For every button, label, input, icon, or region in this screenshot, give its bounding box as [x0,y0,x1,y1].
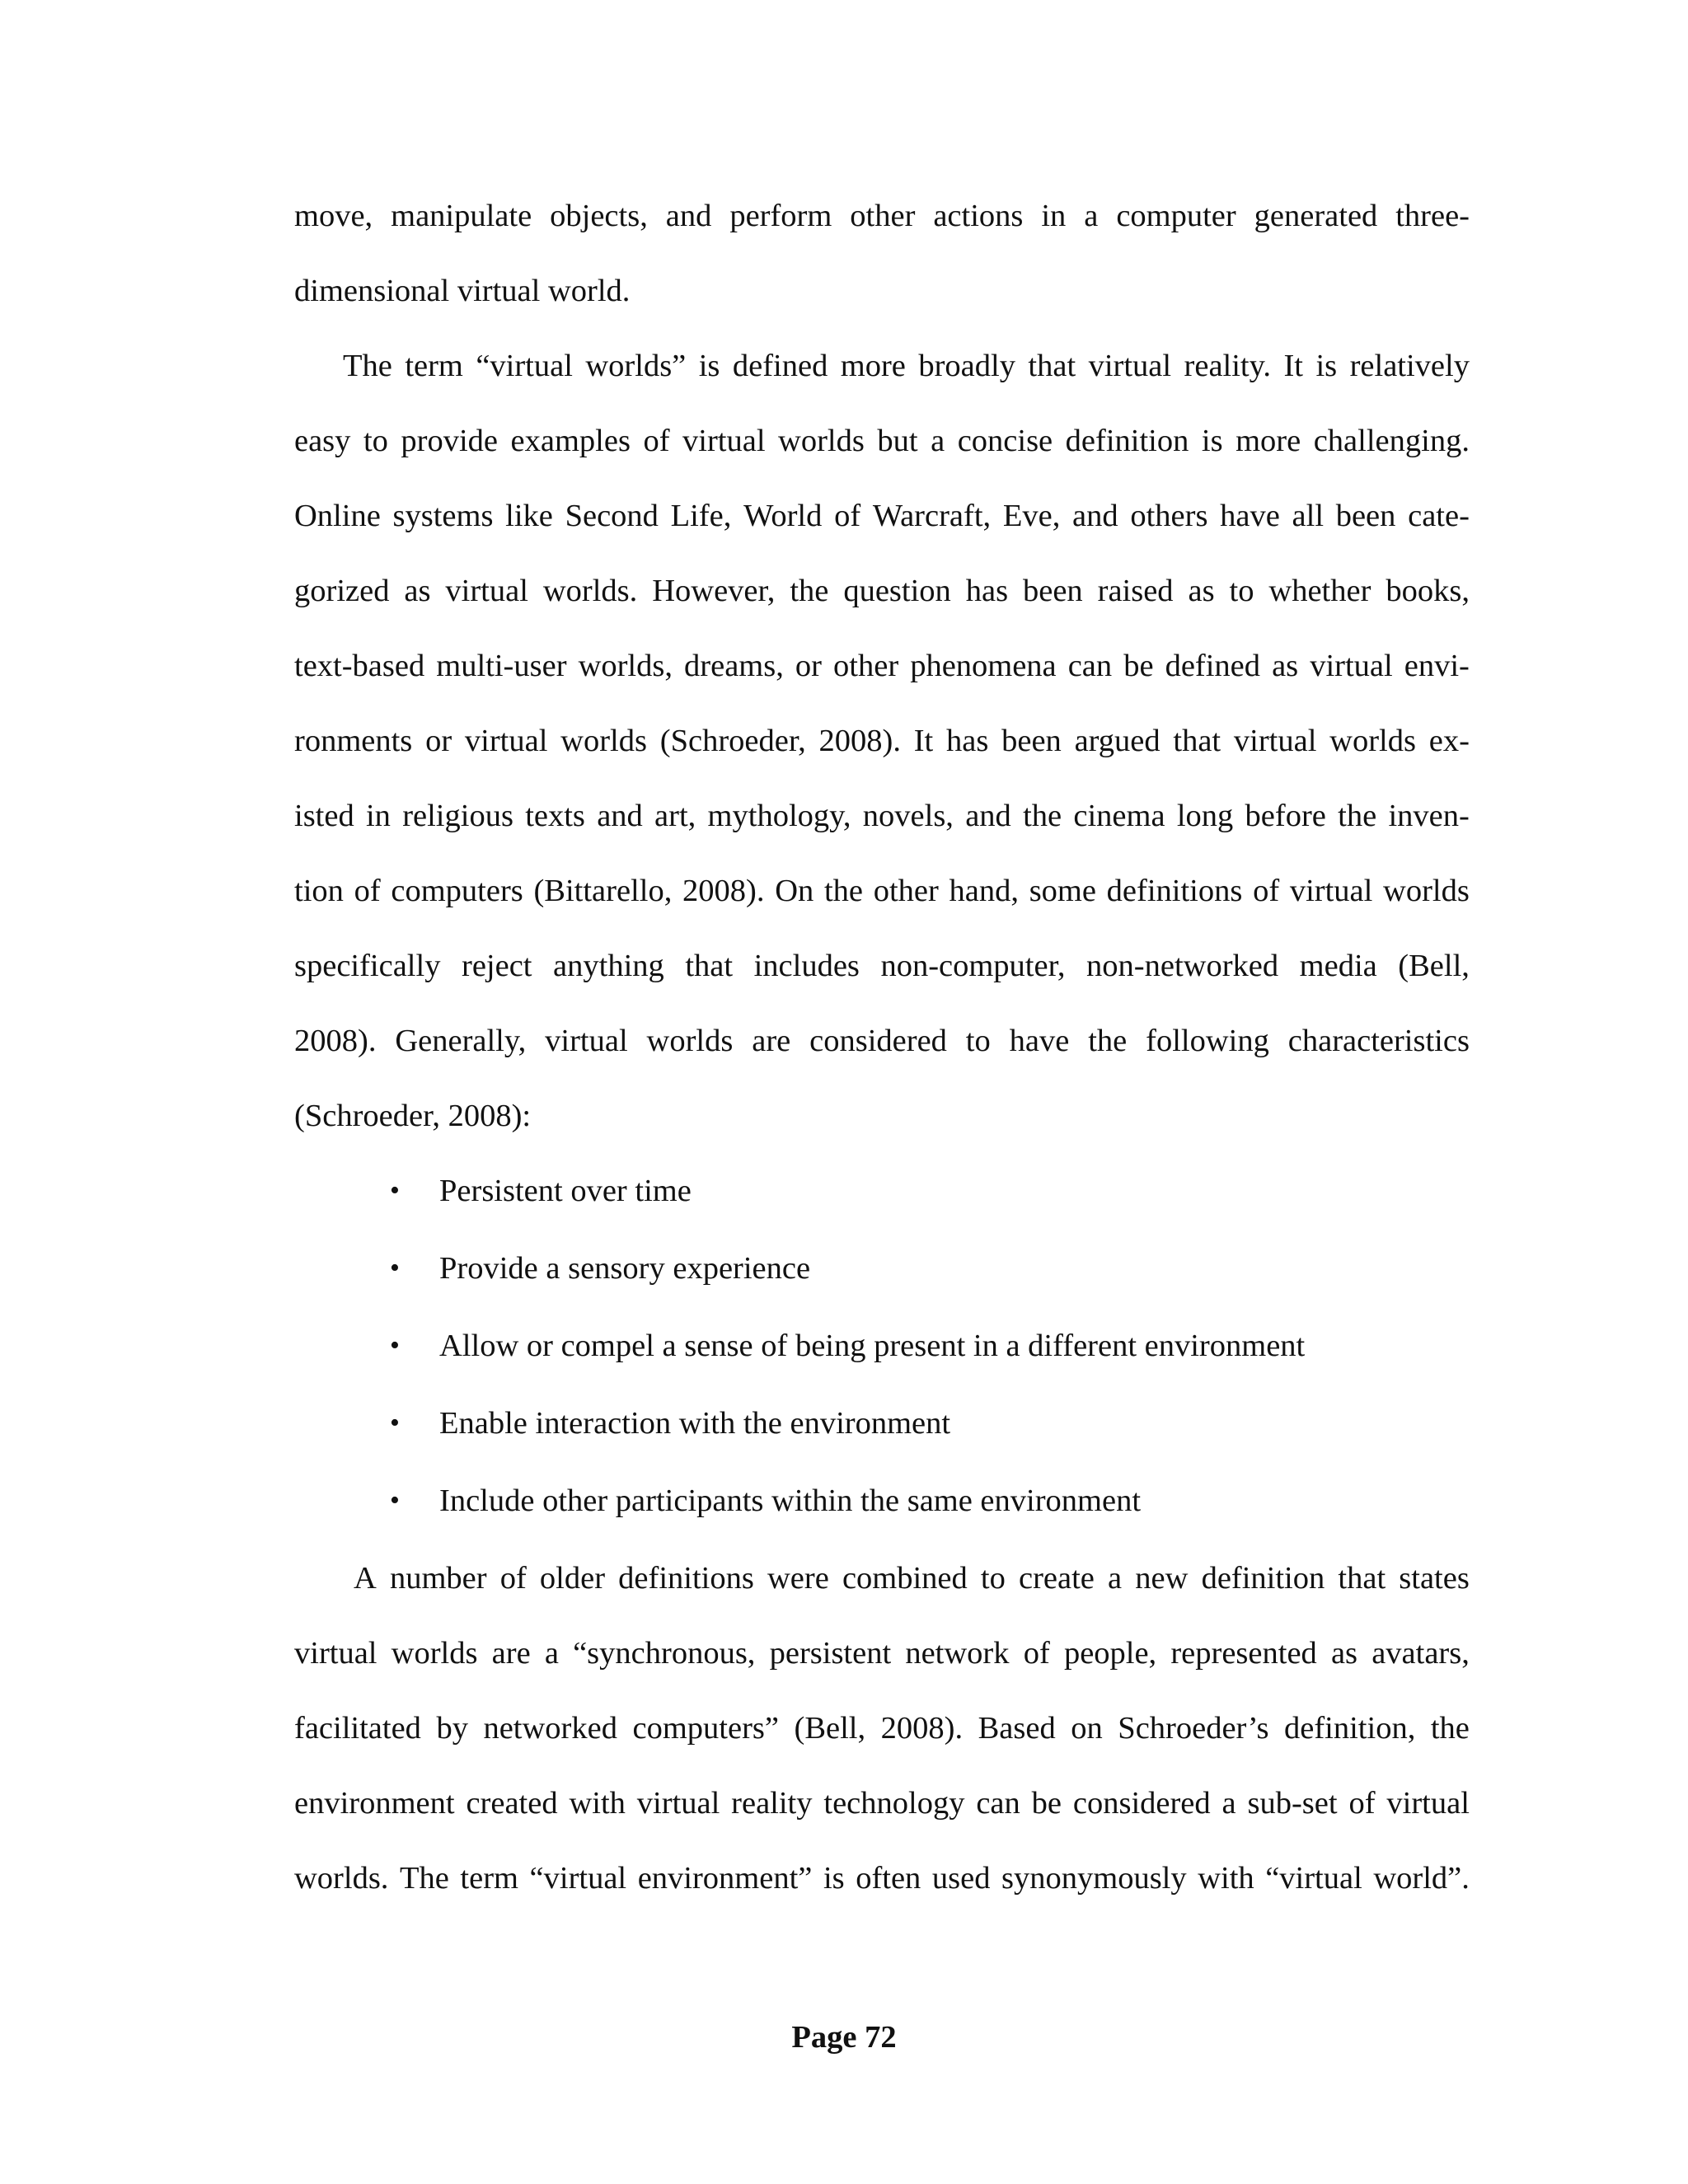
list-item [294,1166,1470,1244]
word: definition [1201,1561,1325,1596]
word: systems [392,499,494,533]
text-line [294,866,1470,941]
text-line [294,1779,1470,1854]
text-line [294,1554,1470,1629]
bullet-icon: • [390,1485,400,1516]
word: other [833,649,899,683]
word: often [856,1861,921,1896]
paragraph-block [294,191,1470,1166]
word: number [389,1561,487,1596]
word: worlds. [542,574,638,608]
word: mythology, [707,799,851,833]
text-line [294,266,1470,341]
word: that [1338,1561,1386,1596]
word: provide [401,424,499,458]
word: has [946,724,989,758]
word: with [1198,1861,1254,1896]
word: technology [823,1786,965,1821]
word: term [460,1861,518,1896]
word: as [1330,1636,1358,1671]
word: have [1009,1024,1070,1058]
word: some [1029,874,1096,908]
word: reject [462,949,532,983]
word: has [965,574,1009,608]
word: the [823,874,863,908]
word: definition [1065,424,1189,458]
word: on [1071,1711,1103,1746]
word: can [1067,649,1113,683]
word: can [976,1786,1020,1821]
word: or [795,649,822,683]
text-line [294,791,1470,866]
word: more [1236,424,1301,458]
word: term [405,349,463,383]
word: the [1023,799,1062,833]
word: facilitated [294,1711,421,1746]
word: in [365,799,391,833]
word: (Schroeder, [659,724,806,758]
characteristics-list [294,1166,1470,1554]
word: examples [510,424,631,458]
text-line [294,416,1470,491]
word: of [834,499,861,533]
word: question [843,574,951,608]
text-line [294,566,1470,641]
word: argued [1074,724,1160,758]
word: worlds [1329,724,1416,758]
word: includes [753,949,860,983]
word: of [1253,874,1280,908]
word: Generally, [395,1024,527,1058]
word: virtual [545,1024,628,1058]
word: specifically [294,949,441,983]
word: defined [732,349,828,383]
word: reality [731,1786,813,1821]
word: whether [1268,574,1372,608]
word: (Bittarello, [533,874,673,908]
word: is [698,349,720,383]
word: phenomena [910,649,1057,683]
word: as [404,574,431,608]
word: worlds, [578,649,673,683]
text-line [294,1854,1470,1929]
word: multi-user [436,649,567,683]
word: considered [1072,1786,1211,1821]
word: dimensional virtual world. [294,274,631,308]
list-item [294,1476,1470,1554]
text-line [294,1016,1470,1091]
word: worlds” [585,349,687,383]
word: be [1031,1786,1062,1821]
word: definitions [1106,874,1243,908]
word: Life, [670,499,732,533]
word: a [931,424,945,458]
word: a [1084,199,1099,233]
word: “virtual [529,1861,627,1896]
word: (Bell, [794,1711,866,1746]
list-item [294,1244,1470,1321]
word: defined [1165,649,1261,683]
bullet-icon: • [390,1253,400,1283]
word: virtual [445,574,528,608]
word: text-based [294,649,425,683]
word: Online [294,499,381,533]
text-line [294,1629,1470,1704]
word: been [1335,499,1396,533]
word: novels, [862,799,954,833]
word: non-computer, [880,949,1066,983]
list-item-text: Persistent over time [439,1174,692,1208]
word: objects, [550,199,648,233]
word: computers” [632,1711,779,1746]
word: actions [933,199,1024,233]
text-line [294,491,1470,566]
word: challenging. [1313,424,1470,458]
word: definition, [1284,1711,1416,1746]
word: 2008). [294,1024,377,1058]
word: On [775,874,814,908]
word: texts [525,799,585,833]
word: that [1028,349,1076,383]
list-item [294,1399,1470,1476]
text-line [294,641,1470,716]
word: create [1019,1561,1095,1596]
word: networked [483,1711,617,1746]
word: new [1135,1561,1189,1596]
word: The [400,1861,449,1896]
word: people, [1063,1636,1157,1671]
word: but [877,424,918,458]
word: of [1348,1786,1376,1821]
word: used [931,1861,991,1896]
word: virtual [682,424,766,458]
word: were [767,1561,829,1596]
word: broadly [918,349,1015,383]
word: avatars, [1372,1636,1470,1671]
word: with [569,1786,626,1821]
word: (Schroeder, 2008): [294,1099,532,1133]
word: older [539,1561,606,1596]
word: are [752,1024,791,1058]
word: be [1123,649,1154,683]
word: of [354,874,381,908]
list-item-text: Allow or compel a sense of being present in a different environment [439,1329,1306,1363]
word: is [1315,349,1338,383]
word: considered [809,1024,947,1058]
word: have [1220,499,1280,533]
word: art, [654,799,696,833]
word: “synchronous, [573,1636,756,1671]
word: 2008). [880,1711,964,1746]
word: been [1023,574,1083,608]
word: gorized [294,574,390,608]
word: move, [294,199,373,233]
word: dreams, [684,649,784,683]
list-item-text: Enable interaction with the environment [439,1406,951,1441]
word: environment” [637,1861,813,1896]
word: virtual [464,724,548,758]
word: books, [1386,574,1470,608]
word: non-networked [1086,949,1279,983]
word: relatively [1349,349,1470,383]
word: before [1245,799,1326,833]
word: like [505,499,553,533]
page-number: Page 72 [791,2020,897,2055]
bullet-icon: • [390,1330,400,1361]
text-line [294,1704,1470,1779]
word: inven- [1388,799,1470,833]
word: (Bell, [1398,949,1470,983]
word: and [965,799,1011,833]
bullet-icon: • [390,1408,400,1438]
word: sub-set [1247,1786,1338,1821]
word: environment [294,1786,455,1821]
word: or [425,724,452,758]
word: anything [553,949,664,983]
list-item-text: Provide a sensory experience [439,1251,811,1286]
word: of [1023,1636,1050,1671]
word: worlds [391,1636,478,1671]
word: “virtual [476,349,573,383]
word: all [1292,499,1325,533]
word: world”. [1373,1861,1470,1896]
list-item-text: Include other participants within the same environment [439,1483,1142,1518]
word: that [685,949,734,983]
word: persistent [769,1636,892,1671]
word: the [1338,799,1377,833]
word: been [1001,724,1062,758]
text-line [294,341,1470,416]
word: perform [729,199,832,233]
word: cate- [1408,499,1470,533]
word: states [1399,1561,1470,1596]
word: to [1229,574,1254,608]
word: to [363,424,388,458]
word: a [544,1636,559,1671]
word: virtual [1310,649,1393,683]
word: A [354,1561,377,1596]
word: virtual [1289,874,1373,908]
paragraph-block [294,1554,1470,1929]
word: others [1130,499,1208,533]
word: isted [294,799,354,833]
word: combined [842,1561,968,1596]
word: as [1272,649,1299,683]
word: hand, [949,874,1019,908]
word: the [1430,1711,1470,1746]
word: a [1108,1561,1123,1596]
word: are [491,1636,531,1671]
word: worlds [778,424,865,458]
word: worlds [1383,874,1470,908]
word: synonymously [1001,1861,1187,1896]
word: to [980,1561,1006,1596]
word: and [665,199,712,233]
word: virtual [1088,349,1172,383]
word: However, [652,574,776,608]
word: a [1221,1786,1236,1821]
word: as [1188,574,1215,608]
word: worlds. [294,1861,389,1896]
word: the [790,574,829,608]
word: virtual [1233,724,1317,758]
word: the [1088,1024,1128,1058]
word: to [965,1024,991,1058]
word: in [1041,199,1067,233]
word: is [823,1861,845,1896]
word: concise [957,424,1053,458]
word: more [840,349,906,383]
word: raised [1097,574,1174,608]
word: media [1299,949,1377,983]
word: 2008). [818,724,901,758]
word: that [1173,724,1221,758]
word: represented [1170,1636,1317,1671]
word: Second [565,499,659,533]
text-line [294,1091,1470,1166]
word: virtual [294,1636,377,1671]
word: of [499,1561,527,1596]
list-item [294,1321,1470,1399]
word: religious [402,799,513,833]
document-body [294,191,1470,1929]
word: computers [391,874,523,908]
word: three- [1395,199,1470,233]
word: reality. [1184,349,1272,383]
word: The [343,349,392,383]
word: Based [978,1711,1056,1746]
word: and [1072,499,1118,533]
word: virtual [1386,1786,1470,1821]
word: manipulate [391,199,532,233]
word: tion [294,874,344,908]
word: easy [294,424,351,458]
word: of [643,424,670,458]
word: It [1283,349,1303,383]
word: ex- [1428,724,1470,758]
word: cinema [1073,799,1165,833]
word: other [873,874,939,908]
word: World [743,499,823,533]
word: following [1146,1024,1269,1058]
word: “virtual [1265,1861,1362,1896]
word: Warcraft, [872,499,992,533]
word: definitions [618,1561,754,1596]
bullet-icon: • [390,1175,400,1206]
word: Schroeder’s [1118,1711,1269,1746]
text-line [294,191,1470,266]
word: worlds [646,1024,734,1058]
word: It [913,724,934,758]
text-line [294,716,1470,791]
word: worlds [560,724,647,758]
word: network [905,1636,1010,1671]
word: envi- [1404,649,1470,683]
word: created [466,1786,558,1821]
word: is [1201,424,1223,458]
text-line [294,941,1470,1016]
word: virtual [636,1786,720,1821]
word: long [1176,799,1234,833]
word: Eve, [1002,499,1061,533]
word: ronments [294,724,413,758]
word: characteristics [1287,1024,1470,1058]
word: other [850,199,916,233]
word: 2008). [682,874,765,908]
word: generated [1254,199,1378,233]
word: and [597,799,643,833]
word: by [436,1711,468,1746]
word: computer [1116,199,1236,233]
